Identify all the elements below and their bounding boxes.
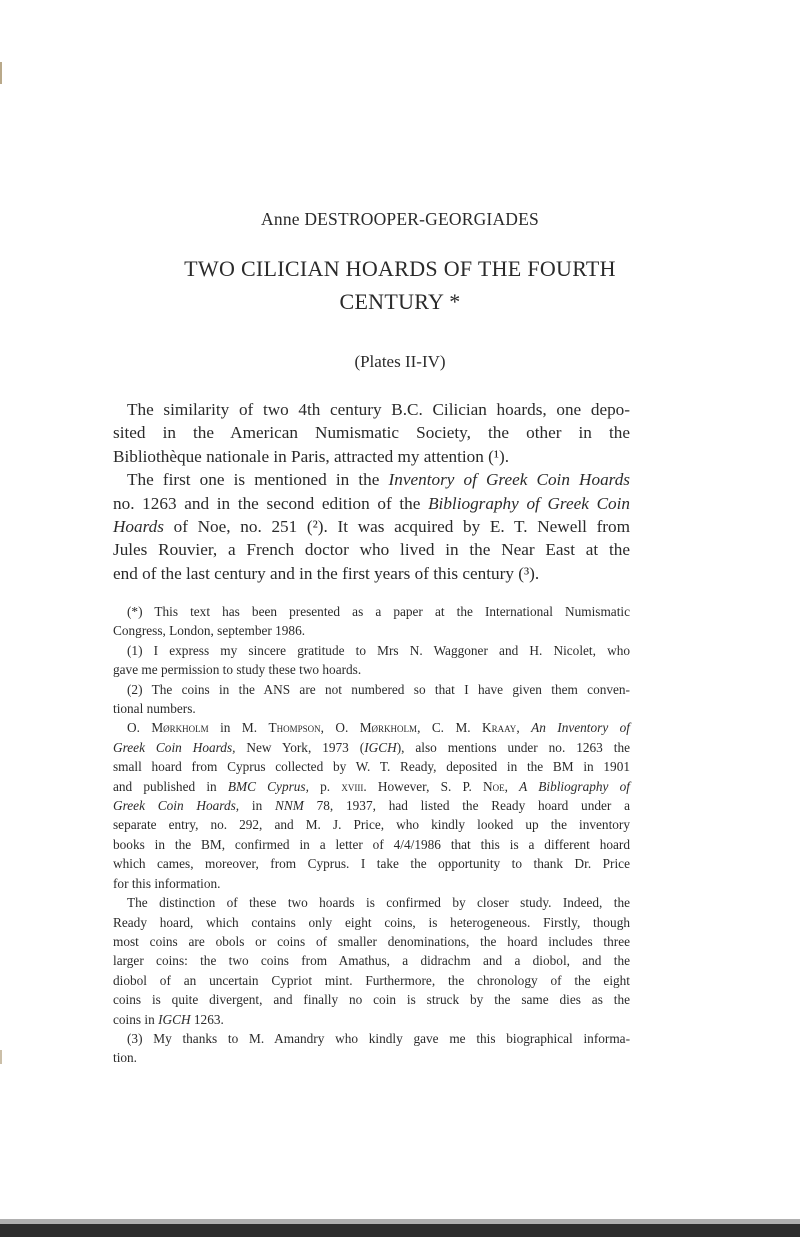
footnote-line: Congress, London, september 1986. bbox=[113, 623, 306, 639]
title-line: CENTURY * bbox=[339, 289, 461, 314]
footnote-line: which cames, moreover, from Cyprus. I take the opportunity to thank Dr. Price bbox=[113, 856, 630, 872]
footnote-line: separate entry, no. 292, and M. J. Price, who kindly looked up the inventory bbox=[113, 817, 630, 833]
text-line: Hoards of Noe, no. 251 (²). It was acquired by E. T. Newell from bbox=[113, 517, 630, 537]
scan-edge-mark bbox=[0, 1050, 2, 1064]
paragraph bbox=[113, 398, 630, 468]
footnote-line: larger coins: the two coins from Amathus, a didrachm and a diobol, and the bbox=[113, 953, 630, 969]
footnote-line: (2) The coins in the ANS are not numbered so that I have given them conven- bbox=[127, 681, 630, 697]
footnote-2 bbox=[113, 680, 630, 1029]
author-name: Anne DESTROOPER-GEORGIADES bbox=[261, 209, 539, 229]
text-line: Bibliothèque nationale in Paris, attracted my attention (¹). bbox=[113, 446, 510, 466]
footnote-line: (*) This text has been presented as a paper at the International Numismatic bbox=[127, 604, 630, 619]
footnote-line: books in the BM, confirmed in a letter of 4/4/1986 that this is a different hoard bbox=[113, 836, 630, 852]
text-line: no. 1263 and in the second edition of the Bibliography of Greek Coin bbox=[113, 493, 630, 513]
footnote-line: O. Mørkholm in M. Thompson, O. Mørkholm, C. M. Kraay, An Inventory of bbox=[127, 720, 630, 736]
text-line: sited in the American Numismatic Society, the other in the bbox=[113, 423, 630, 443]
footnote-line: most coins are obols or coins of smaller denominations, the hoard includes three bbox=[113, 933, 630, 949]
footnote-line: coins in IGCH 1263. bbox=[113, 1011, 224, 1027]
footnote-line: Greek Coin Hoards, New York, 1973 (IGCH), also mentions under no. 1263 the bbox=[113, 739, 630, 755]
body-text bbox=[113, 398, 630, 585]
title-line: TWO CILICIAN HOARDS OF THE FOURTH bbox=[184, 256, 616, 281]
scan-bottom-edge bbox=[0, 1224, 800, 1237]
footnote-line: tional numbers. bbox=[113, 701, 196, 717]
paragraph bbox=[113, 468, 630, 585]
footnote-line: for this information. bbox=[113, 875, 221, 891]
footnotes bbox=[113, 602, 630, 1068]
footnote-line: (3) My thanks to M. Amandry who kindly gave me this biographical informa- bbox=[127, 1030, 630, 1046]
text-line: The first one is mentioned in the Inventory of Greek Coin Hoards bbox=[127, 470, 630, 490]
footnote-line: Ready hoard, which contains only eight coins, is heterogeneous. Firstly, though bbox=[113, 914, 630, 930]
footnote-line: small hoard from Cyprus collected by W. T. Ready, deposited in the BM in 1901 bbox=[113, 759, 630, 775]
footnote-line: (1) I express my sincere gratitude to Mrs N. Waggoner and H. Nicolet, who bbox=[127, 642, 630, 658]
plates-reference: (Plates II-IV) bbox=[354, 352, 446, 371]
footnote-line: diobol of an uncertain Cypriot mint. Furthermore, the chronology of the eight bbox=[113, 972, 630, 988]
footnote-line: tion. bbox=[113, 1050, 138, 1066]
footnote-line: The distinction of these two hoards is confirmed by closer study. Indeed, the bbox=[127, 895, 630, 911]
footnote-3 bbox=[113, 1029, 630, 1068]
footnote-line: Greek Coin Hoards, in NNM 78, 1937, had listed the Ready hoard under a bbox=[113, 798, 630, 814]
footnote-star bbox=[113, 602, 630, 641]
text-line: The similarity of two 4th century B.C. Cilician hoards, one depo- bbox=[127, 400, 630, 419]
footnote-1 bbox=[113, 641, 630, 680]
footnote-line: gave me permission to study these two hoards. bbox=[113, 662, 362, 678]
scan-edge-mark bbox=[0, 62, 2, 84]
footnote-line: and published in BMC Cyprus, p. xviii. However, S. P. Noe, A Bibliography of bbox=[113, 778, 630, 794]
text-line: end of the last century and in the first years of this century (³). bbox=[113, 563, 540, 583]
article-title bbox=[60, 252, 740, 318]
text-line: Jules Rouvier, a French doctor who lived in the Near East at the bbox=[113, 540, 630, 560]
footnote-line: coins is quite divergent, and finally no coin is struck by the same dies as the bbox=[113, 992, 630, 1008]
